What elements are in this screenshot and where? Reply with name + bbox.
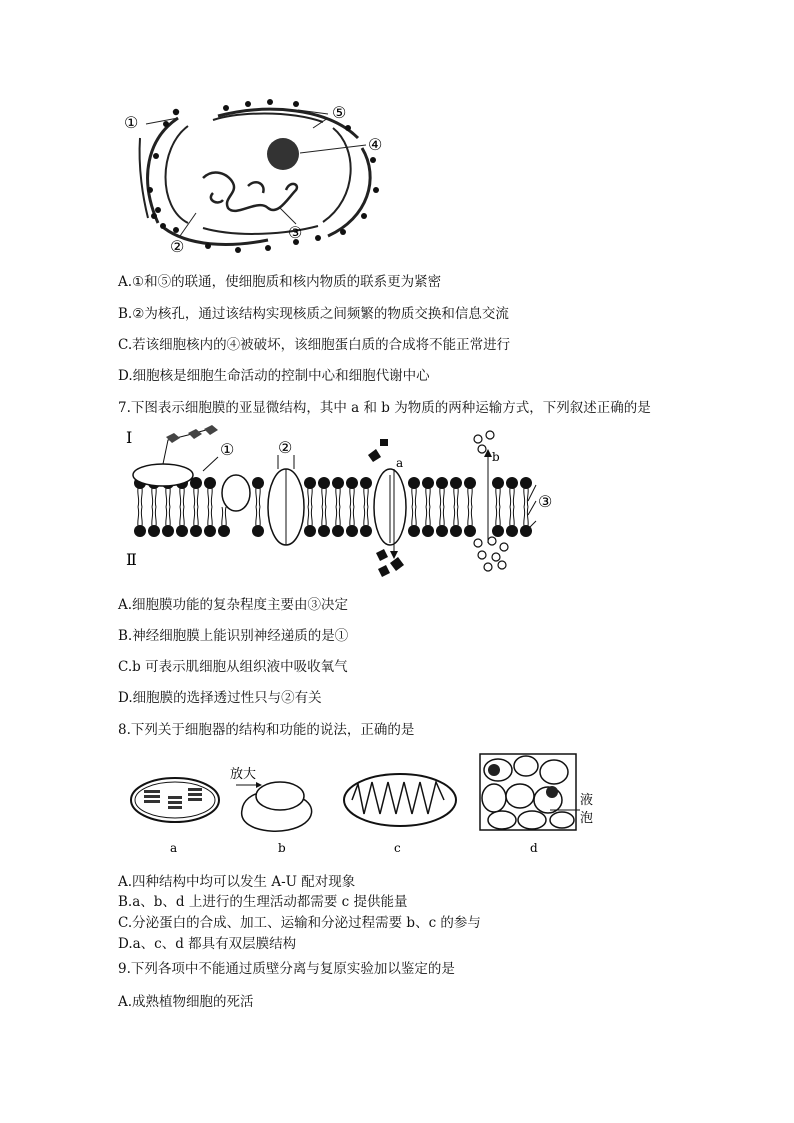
organelle-figure	[118, 752, 598, 864]
q8-option-d: D.a、c、d 都具有双层膜结构	[118, 936, 297, 952]
protein-label-2: ②	[278, 438, 293, 457]
q7-option-d: D.细胞膜的选择透过性只与②有关	[118, 690, 322, 706]
zoom-label: 放大	[230, 767, 257, 782]
q7-option-b: B.神经细胞膜上能识别神经递质的是①	[118, 628, 349, 644]
caption-d: d	[530, 841, 538, 855]
q8-option-a: A.四种结构中均可以发生 A-U 配对现象	[118, 874, 356, 890]
bilayer-top-heads	[134, 477, 532, 507]
q7-option-a: A.细胞膜功能的复杂程度主要由③决定	[118, 597, 349, 613]
q6-option-c: C.若该细胞核内的④被破坏，该细胞蛋白质的合成将不能正常进行	[118, 337, 511, 353]
q7-stem: 7.下图表示细胞膜的亚显微结构，其中 a 和 b 为物质的两种运输方式，下列叙述正确的是	[118, 400, 651, 416]
label-3: ③	[288, 223, 303, 242]
side-top-label: I	[126, 428, 133, 447]
nucleus-figure	[118, 98, 388, 260]
membrane-figure	[118, 425, 578, 583]
q6-option-b: B.②为核孔，通过该结构实现核质之间频繁的物质交换和信息交流	[118, 306, 509, 322]
arrow-label-b: b	[492, 450, 500, 464]
q7-option-c: C.b 可表示肌细胞从组织液中吸收氧气	[118, 659, 348, 675]
label-4: ④	[368, 135, 383, 154]
vacuole-label-1: 液	[580, 793, 594, 808]
label-1: ①	[124, 113, 139, 132]
bilayer-bottom-heads	[134, 507, 532, 537]
q9-option-a: A.成熟植物细胞的死活	[118, 994, 254, 1010]
q8-stem: 8.下列关于细胞器的结构和功能的说法，正确的是	[118, 722, 415, 738]
q8-option-b: B.a、b、d 上进行的生理活动都需要 c 提供能量	[118, 894, 408, 910]
caption-c: c	[394, 841, 401, 855]
q6-option-a: A.①和⑤的联通，使细胞质和核内物质的联系更为紧密	[118, 274, 442, 290]
lipid-label-3: ③	[538, 492, 553, 511]
q9-stem: 9.下列各项中不能通过质壁分离与复原实验加以鉴定的是	[118, 961, 455, 977]
protein-label-1: ①	[220, 440, 235, 459]
label-5: ⑤	[332, 103, 347, 122]
q8-option-c: C.分泌蛋白的合成、加工、运输和分泌过程需要 b、c 的参与	[118, 915, 481, 931]
caption-a: a	[170, 841, 178, 855]
q6-option-d: D.细胞核是细胞生命活动的控制中心和细胞代谢中心	[118, 368, 430, 384]
vacuole-label-2: 泡	[580, 811, 594, 826]
arrow-label-a: a	[396, 456, 404, 470]
side-bottom-label: Ⅱ	[126, 550, 137, 569]
caption-b: b	[278, 841, 286, 855]
label-2: ②	[170, 237, 185, 256]
